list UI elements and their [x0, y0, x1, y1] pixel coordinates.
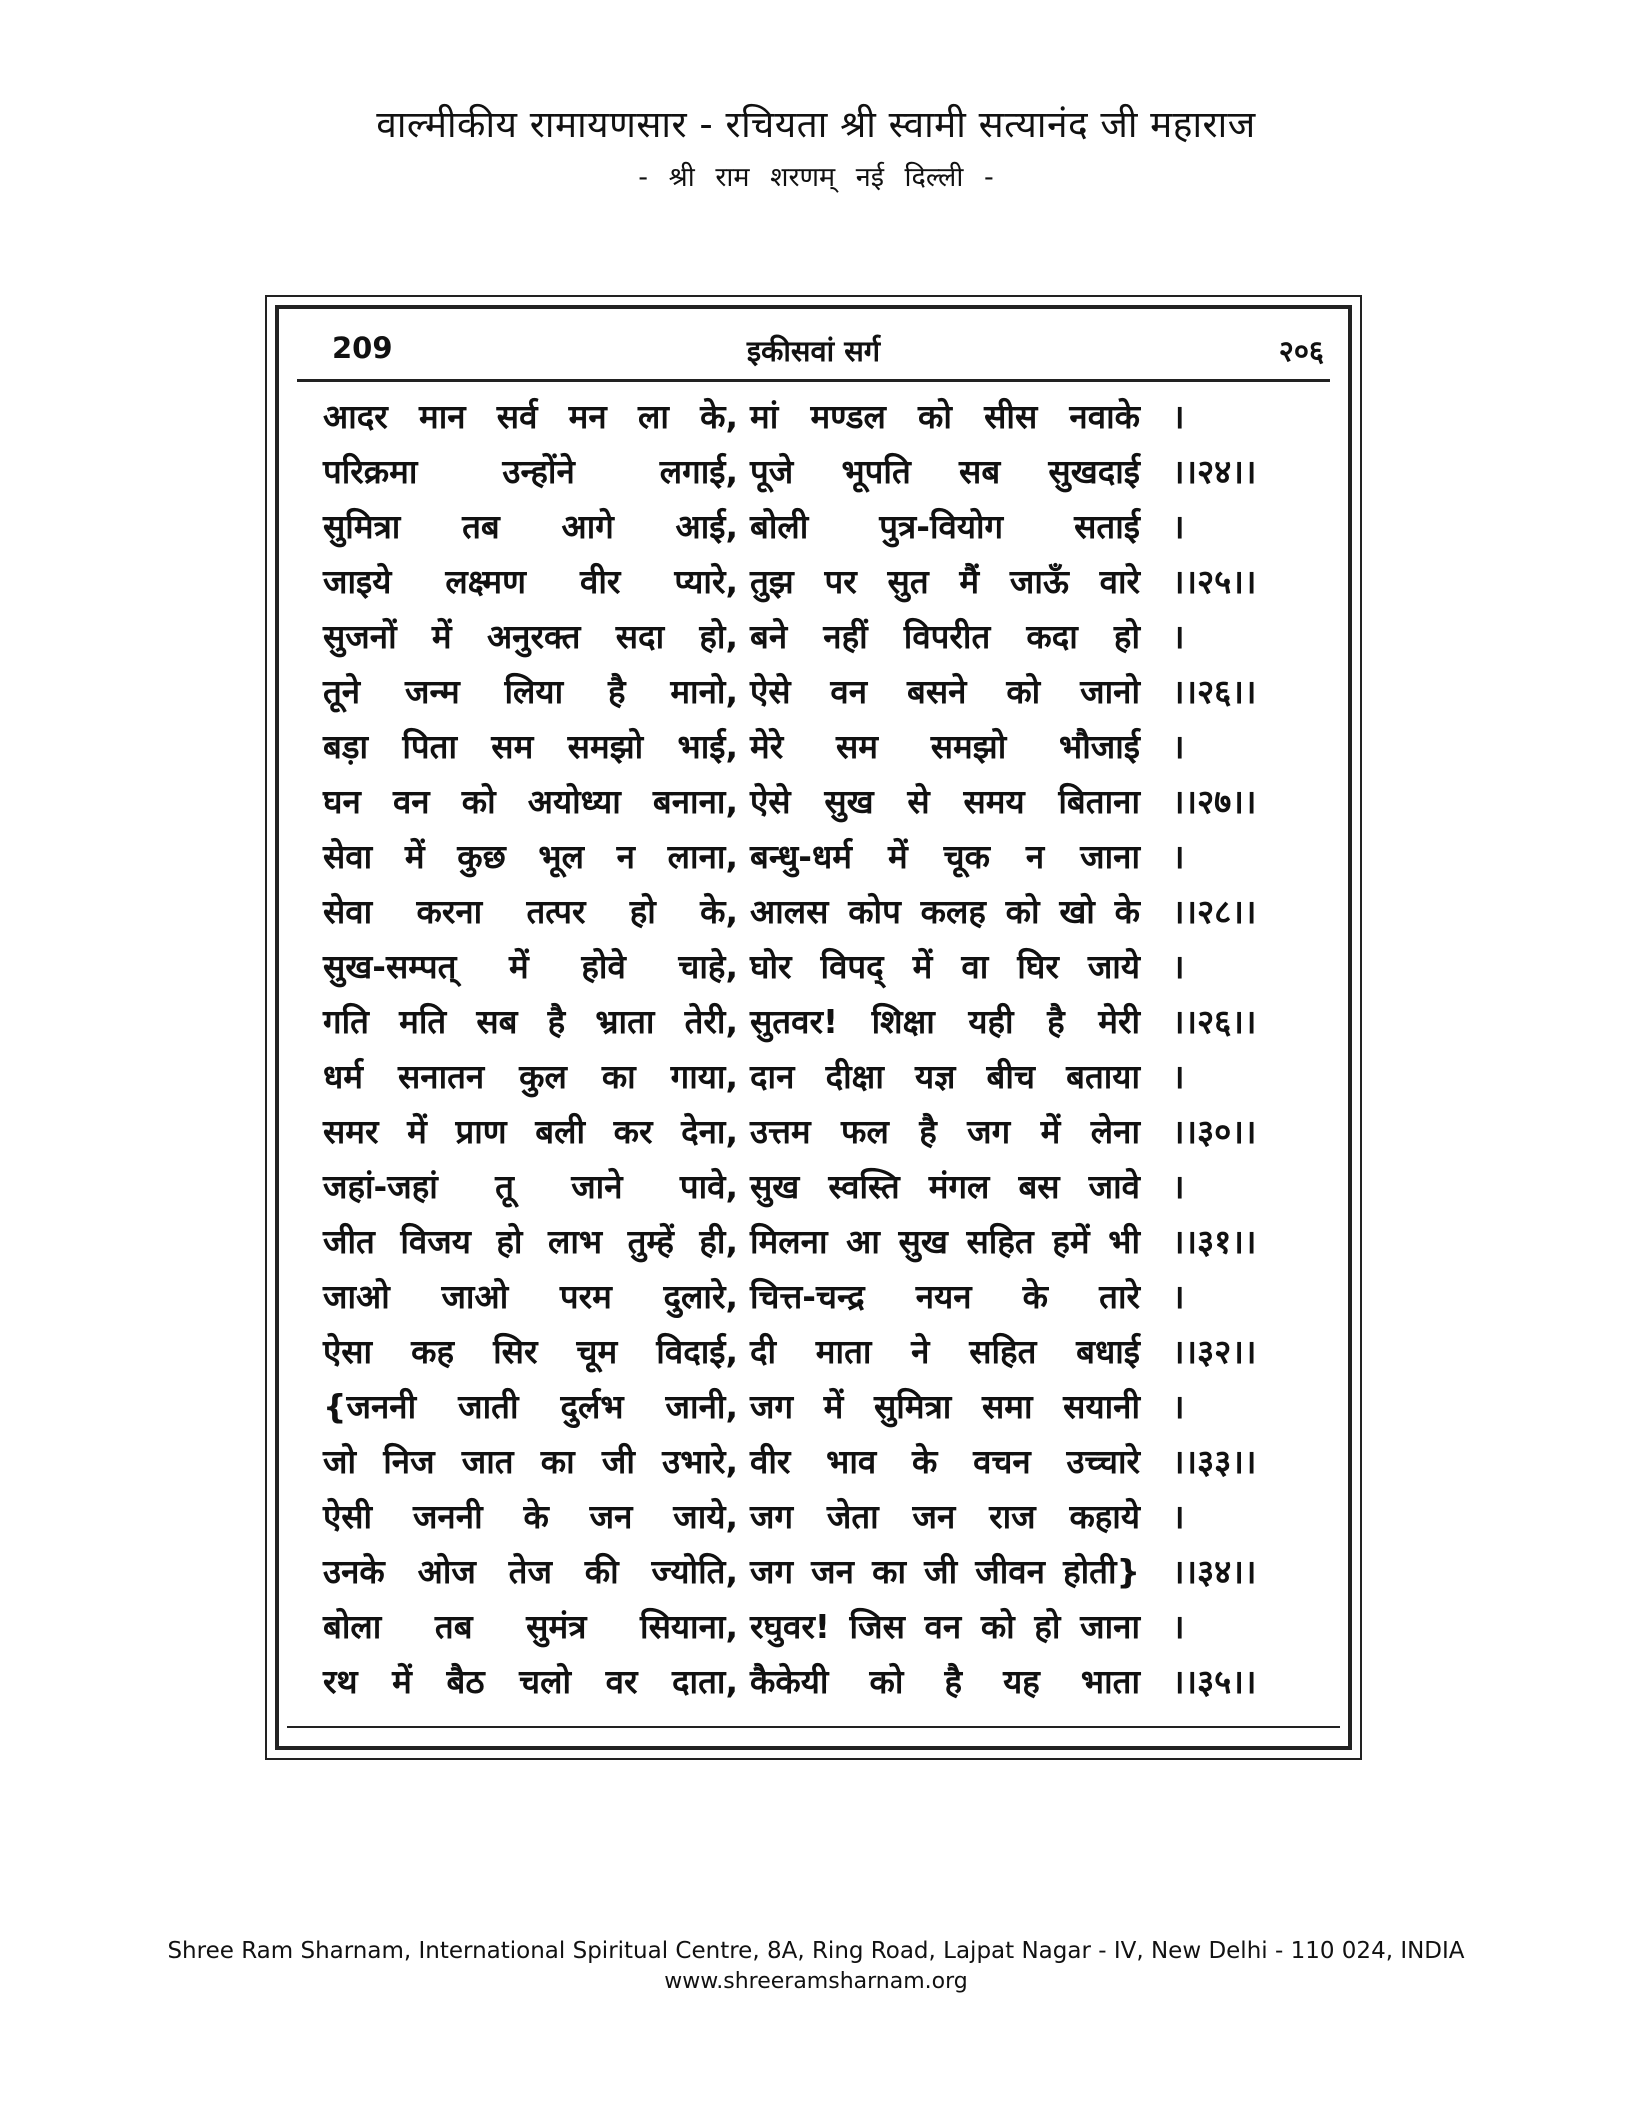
page-footer — [0, 1935, 1632, 1997]
verse-number: । — [1172, 1607, 1185, 1646]
verse-number: । — [1172, 1387, 1185, 1426]
verse-number: ।।२८।। — [1172, 892, 1257, 931]
verse-row — [279, 1049, 1348, 1104]
verse-second-half: ऐसे सुख से समय बिताना — [750, 782, 1140, 821]
verse-second-half: वीर भाव के वचन उच्चारे — [750, 1442, 1140, 1481]
verse-number: । — [1172, 617, 1185, 656]
page-frame-inner-border — [275, 305, 1352, 1750]
verse-row — [279, 774, 1348, 829]
verse-row — [279, 1324, 1348, 1379]
verse-first-half: जो निज जात का जी उभारे, — [323, 1442, 738, 1481]
verse-row — [279, 1654, 1348, 1709]
verse-number: ।।३४।। — [1172, 1552, 1257, 1591]
verse-first-half: जीत विजय हो लाभ तुम्हें ही, — [323, 1222, 738, 1261]
verse-row — [279, 829, 1348, 884]
verse-first-half: धर्म सनातन कुल का गाया, — [323, 1057, 738, 1096]
verse-second-half: सुख स्वस्ति मंगल बस जावे — [750, 1167, 1140, 1206]
verse-row — [279, 1434, 1348, 1489]
verse-first-half: आदर मान सर्व मन ला के, — [323, 397, 738, 436]
verse-second-half: दान दीक्षा यज्ञ बीच बताया — [750, 1057, 1140, 1096]
verse-row — [279, 499, 1348, 554]
verse-first-half: बड़ा पिता सम समझो भाई, — [323, 727, 738, 766]
verse-second-half: घोर विपद् में वा घिर जाये — [750, 947, 1140, 986]
verse-second-half: मेरे सम समझो भौजाई — [750, 727, 1140, 766]
verse-second-half: तुझ पर सुत मैं जाऊँ वारे — [750, 562, 1140, 601]
verse-number: । — [1172, 397, 1185, 436]
verse-number: ।।३२।। — [1172, 1332, 1257, 1371]
verse-row — [279, 1489, 1348, 1544]
page-frame — [265, 295, 1362, 1760]
verse-first-half: बोला तब सुमंत्र सियाना, — [323, 1607, 738, 1646]
verse-first-half: घन वन को अयोध्या बनाना, — [323, 782, 738, 821]
page-number-arabic: 209 — [332, 331, 393, 365]
verse-first-half: सुख-सम्पत् में होवे चाहे, — [323, 947, 738, 986]
verse-number: । — [1172, 1277, 1185, 1316]
verse-second-half: बन्धु-धर्म में चूक न जाना — [750, 837, 1140, 876]
verse-first-half: सुजनों में अनुरक्त सदा हो, — [323, 617, 738, 656]
verse-second-half: आलस कोप कलह को खो के — [750, 892, 1140, 931]
verse-second-half: मां मण्डल को सीस नवाके — [750, 397, 1140, 436]
verse-row — [279, 1544, 1348, 1599]
verse-second-half: मिलना आ सुख सहित हमें भी — [750, 1222, 1140, 1261]
footer-address: Shree Ram Sharnam, International Spiritual Centre, 8A, Ring Road, Lajpat Nagar - IV, New Delhi - 110 024, INDIA — [167, 1938, 1465, 1964]
verse-second-half: बोली पुत्र-वियोग सताई — [750, 507, 1140, 546]
verse-second-half: उत्तम फल है जग में लेना — [750, 1112, 1140, 1151]
chapter-title: इकीसवां सर्ग — [746, 334, 881, 368]
verse-first-half: जाओ जाओ परम दुलारे, — [323, 1277, 738, 1316]
verse-number: । — [1172, 1167, 1185, 1206]
verse-row — [279, 1269, 1348, 1324]
verse-row — [279, 939, 1348, 994]
verse-first-half: तूने जन्म लिया है मानो, — [323, 672, 738, 711]
verse-second-half: जग जन का जी जीवन होती} — [750, 1552, 1140, 1591]
verse-second-half: दी माता ने सहित बधाई — [750, 1332, 1140, 1371]
verse-row — [279, 554, 1348, 609]
verse-first-half: जहां-जहां तू जाने पावे, — [323, 1167, 738, 1206]
verse-second-half: जग में सुमित्रा समा सयानी — [750, 1387, 1140, 1426]
verse-number: । — [1172, 1057, 1185, 1096]
verse-first-half: परिक्रमा उन्होंने लगाई, — [323, 452, 738, 491]
verse-row — [279, 609, 1348, 664]
verse-number: ।।२७।। — [1172, 782, 1257, 821]
verse-row — [279, 884, 1348, 939]
verse-number: ।।२४।। — [1172, 452, 1257, 491]
verse-row — [279, 389, 1348, 444]
verse-second-half: चित्त-चन्द्र नयन के तारे — [750, 1277, 1140, 1316]
verse-list — [279, 389, 1348, 1709]
verse-second-half: पूजे भूपति सब सुखदाई — [750, 452, 1140, 491]
page-number-devanagari: २०६ — [1278, 334, 1324, 368]
verse-first-half: {जननी जाती दुर्लभ जानी, — [323, 1387, 738, 1426]
verse-row — [279, 1214, 1348, 1269]
verse-first-half: उनके ओज तेज की ज्योति, — [323, 1552, 738, 1591]
verse-first-half: समर में प्राण बली कर देना, — [323, 1112, 738, 1151]
verse-number: ।।२६।। — [1172, 672, 1257, 711]
header-divider — [297, 379, 1330, 382]
verse-row — [279, 1159, 1348, 1214]
verse-first-half: ऐसी जननी के जन जाये, — [323, 1497, 738, 1536]
footer-divider — [287, 1726, 1340, 1728]
verse-row — [279, 1379, 1348, 1434]
verse-number: ।।२५।। — [1172, 562, 1257, 601]
header-title: वाल्मीकीय रामायणसार - रचियता श्री स्वामी सत्यानंद जी महाराज — [376, 103, 1256, 146]
header-subtitle: - श्री राम शरणम् नई दिल्ली - — [638, 162, 994, 193]
verse-number: । — [1172, 507, 1185, 546]
verse-number: ।।३१।। — [1172, 1222, 1257, 1261]
verse-row — [279, 1104, 1348, 1159]
page-header — [0, 100, 1632, 198]
verse-number: । — [1172, 727, 1185, 766]
verse-second-half: ऐसे वन बसने को जानो — [750, 672, 1140, 711]
verse-first-half: सुमित्रा तब आगे आई, — [323, 507, 738, 546]
verse-first-half: सेवा में कुछ भूल न लाना, — [323, 837, 738, 876]
verse-number: ।।२६।। — [1172, 1002, 1257, 1041]
verse-number: । — [1172, 1497, 1185, 1536]
verse-number: ।।३३।। — [1172, 1442, 1257, 1481]
verse-second-half: सुतवर! शिक्षा यही है मेरी — [750, 1002, 1140, 1041]
verse-number: ।।३०।। — [1172, 1112, 1257, 1151]
verse-second-half: जग जेता जन राज कहाये — [750, 1497, 1140, 1536]
verse-number: । — [1172, 837, 1185, 876]
verse-first-half: गति मति सब है भ्राता तेरी, — [323, 1002, 738, 1041]
verse-row — [279, 444, 1348, 499]
verse-first-half: ऐसा कह सिर चूम विदाई, — [323, 1332, 738, 1371]
verse-row — [279, 664, 1348, 719]
verse-second-half: रघुवर! जिस वन को हो जाना — [750, 1607, 1140, 1646]
footer-website-link[interactable]: www.shreeramsharnam.org — [664, 1969, 968, 1994]
verse-number: ।।३५।। — [1172, 1662, 1257, 1701]
verse-number: । — [1172, 947, 1185, 986]
verse-first-half: सेवा करना तत्पर हो के, — [323, 892, 738, 931]
verse-first-half: जाइये लक्ष्मण वीर प्यारे, — [323, 562, 738, 601]
verse-row — [279, 1599, 1348, 1654]
verse-row — [279, 719, 1348, 774]
verse-second-half: कैकेयी को है यह भाता — [750, 1662, 1140, 1701]
verse-row — [279, 994, 1348, 1049]
verse-second-half: बने नहीं विपरीत कदा हो — [750, 617, 1140, 656]
verse-first-half: रथ में बैठ चलो वर दाता, — [323, 1662, 738, 1701]
